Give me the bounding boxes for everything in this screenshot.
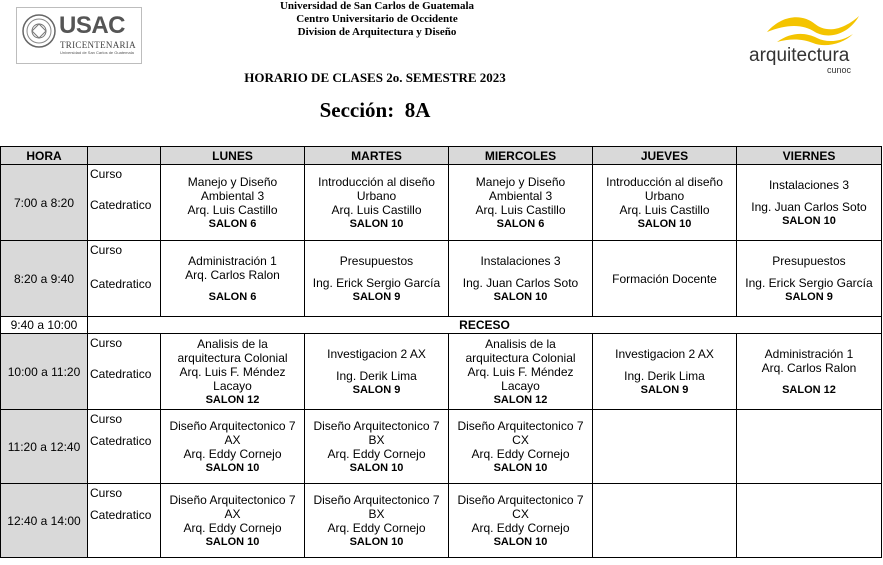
class-line: AX (224, 432, 241, 447)
salon-label: SALON 10 (493, 461, 548, 474)
class-cell-miercoles (449, 334, 593, 410)
class-line: CX (512, 432, 529, 447)
class-line: Arq. Carlos Ralon (185, 267, 280, 282)
class-line: Manejo y Diseño (475, 174, 566, 189)
class-cell-jueves (593, 241, 737, 317)
class-line: Diseño Arquitectonico 7 (457, 492, 584, 507)
salon-label: SALON 12 (782, 383, 836, 396)
class-cell-lunes (161, 241, 305, 317)
salon-label: SALON 10 (493, 290, 548, 303)
class-line: Arq. Luis Castillo (475, 202, 566, 217)
class-line: Ambiental 3 (200, 188, 265, 203)
class-line: arquitectura Colonial (177, 350, 288, 365)
curso-label: Curso (90, 486, 123, 500)
class-line: Ing. Erick Sergio García (312, 275, 441, 290)
class-line (305, 361, 448, 369)
section-heading (210, 97, 540, 123)
class-line: Instalaciones 3 (480, 253, 561, 268)
table-header-row (1, 147, 882, 165)
class-cell-viernes (737, 484, 882, 558)
class-line: Administración 1 (764, 346, 854, 361)
class-line: Administración 1 (188, 253, 277, 268)
class-line: Presupuestos (772, 253, 846, 268)
table-row (1, 484, 882, 558)
division-name: Division de Arquitectura y Diseño (297, 26, 457, 38)
class-line (737, 268, 881, 276)
salon-label: SALON 12 (205, 393, 260, 406)
class-line: Arq. Eddy Cornejo (471, 520, 570, 535)
salon-label: SALON 12 (493, 393, 548, 406)
usac-logo (16, 7, 142, 64)
catedratico-label: Catedratico (90, 277, 152, 291)
class-cell-lunes (161, 165, 305, 241)
class-cell-jueves (593, 410, 737, 484)
center-name: Centro Universitario de Occidente (296, 13, 458, 25)
class-line: Formación Docente (612, 271, 717, 286)
class-cell-miercoles (449, 484, 593, 558)
time-slot: 10:00 a 11:20 (1, 334, 88, 410)
row-labels (88, 165, 161, 241)
arquitectura-logo (745, 10, 875, 75)
class-line (593, 361, 736, 369)
curso-label: Curso (90, 167, 123, 181)
recess-time: 9:40 a 10:00 (1, 317, 88, 334)
class-cell-lunes (161, 334, 305, 410)
catedratico-label: Catedratico (90, 434, 152, 448)
class-line (161, 282, 304, 290)
class-line: CX (512, 506, 529, 521)
class-line: Diseño Arquitectonico 7 (313, 492, 440, 507)
salon-label: SALON 10 (349, 535, 404, 548)
catedratico-label: Catedratico (90, 367, 152, 381)
catedratico-label: Catedratico (90, 508, 152, 522)
class-line: Investigacion 2 AX (615, 346, 714, 361)
class-line: Arq. Eddy Cornejo (183, 520, 282, 535)
class-line: Lacayo (501, 378, 540, 393)
class-line: Urbano (644, 188, 685, 203)
curso-label: Curso (90, 243, 123, 257)
class-line: BX (368, 506, 385, 521)
curso-label: Curso (90, 412, 123, 426)
class-line: BX (368, 432, 385, 447)
class-line: Ing. Derik Lima (624, 368, 705, 383)
salon-label: SALON 10 (493, 535, 548, 548)
usac-seal-icon (22, 14, 56, 48)
class-line (737, 192, 881, 200)
row-labels (88, 484, 161, 558)
arquitectura-swoosh-icon (763, 10, 863, 46)
arquitectura-sub: cunoc (827, 65, 852, 75)
row-labels (88, 241, 161, 317)
usac-small-text: Universidad de San Carlos de Guatemala (60, 50, 134, 55)
time-slot: 8:20 a 9:40 (1, 241, 88, 317)
class-line: Diseño Arquitectonico 7 (169, 492, 296, 507)
class-line: Arq. Luis F. Méndez (179, 364, 286, 379)
section-label: Sección: (319, 98, 395, 122)
class-line: AX (224, 506, 241, 521)
salon-label: SALON 6 (208, 217, 257, 230)
class-cell-miercoles (449, 410, 593, 484)
class-line: Arq. Luis F. Méndez (467, 364, 574, 379)
class-cell-martes (305, 241, 449, 317)
university-name: Universidad de San Carlos de Guatemala (279, 0, 475, 12)
class-line: Investigacion 2 AX (327, 346, 426, 361)
row-labels (88, 410, 161, 484)
class-line: Ing. Juan Carlos Soto (751, 199, 867, 214)
class-cell-jueves (593, 165, 737, 241)
class-line: Diseño Arquitectonico 7 (313, 418, 440, 433)
class-line: Arq. Luis Castillo (619, 202, 710, 217)
class-cell-viernes (737, 334, 882, 410)
class-line: arquitectura Colonial (465, 350, 576, 365)
class-cell-martes (305, 165, 449, 241)
class-line: Diseño Arquitectonico 7 (169, 418, 296, 433)
header-viernes: VIERNES (737, 147, 882, 165)
schedule-table (0, 146, 882, 558)
salon-label: SALON 10 (637, 217, 692, 230)
section-value: 8A (404, 98, 431, 122)
class-cell-jueves (593, 334, 737, 410)
class-line (449, 268, 592, 276)
table-row (1, 334, 882, 410)
class-line: Instalaciones 3 (768, 177, 850, 192)
salon-label: SALON 9 (785, 290, 833, 303)
institution-header (236, 0, 518, 39)
class-line: Urbano (356, 188, 397, 203)
class-cell-martes (305, 484, 449, 558)
class-line: Ambiental 3 (488, 188, 553, 203)
class-line: Ing. Juan Carlos Soto (462, 275, 579, 290)
usac-tagline: TRICENTENARIA (60, 40, 136, 50)
row-labels (88, 334, 161, 410)
class-line: Ing. Derik Lima (336, 368, 417, 383)
class-line: Arq. Eddy Cornejo (471, 446, 570, 461)
header-hora: HORA (1, 147, 88, 165)
header-miercoles: MIERCOLES (449, 147, 593, 165)
class-line (305, 268, 448, 276)
class-line: Manejo y Diseño (187, 174, 278, 189)
class-cell-martes (305, 410, 449, 484)
header-lunes: LUNES (161, 147, 305, 165)
class-line: Presupuestos (339, 253, 414, 268)
catedratico-label: Catedratico (90, 198, 152, 212)
class-cell-viernes (737, 165, 882, 241)
class-line: Analisis de la (197, 336, 268, 351)
salon-label: SALON 6 (208, 290, 257, 303)
time-slot: 7:00 a 8:20 (1, 165, 88, 241)
class-cell-lunes (161, 410, 305, 484)
class-line (737, 375, 881, 383)
class-cell-miercoles (449, 165, 593, 241)
class-cell-jueves (593, 484, 737, 558)
class-cell-viernes (737, 241, 882, 317)
class-line: Arq. Eddy Cornejo (327, 520, 426, 535)
salon-label: SALON 10 (205, 535, 260, 548)
salon-label: SALON 10 (349, 217, 404, 230)
class-line: Arq. Luis Castillo (331, 202, 422, 217)
salon-label: SALON 6 (496, 217, 545, 230)
header-martes: MARTES (305, 147, 449, 165)
class-cell-lunes (161, 484, 305, 558)
salon-label: SALON 9 (352, 383, 401, 396)
recess-row (1, 317, 882, 334)
table-row (1, 165, 882, 241)
salon-label: SALON 10 (349, 461, 404, 474)
time-slot: 11:20 a 12:40 (1, 410, 88, 484)
class-line: Introducción al diseño (606, 174, 723, 189)
class-line: Diseño Arquitectonico 7 (457, 418, 584, 433)
table-row (1, 410, 882, 484)
usac-name: USAC (59, 12, 126, 39)
class-line: Lacayo (213, 378, 252, 393)
salon-label: SALON 9 (352, 290, 401, 303)
time-slot: 12:40 a 14:00 (1, 484, 88, 558)
class-line: Analisis de la (485, 336, 556, 351)
class-line: Arq. Carlos Ralon (761, 360, 857, 375)
class-cell-martes (305, 334, 449, 410)
arquitectura-word: arquitectura (749, 45, 850, 66)
header-jueves: JUEVES (593, 147, 737, 165)
class-line: Arq. Luis Castillo (187, 202, 278, 217)
salon-label: SALON 10 (205, 461, 260, 474)
class-line: Arq. Eddy Cornejo (183, 446, 282, 461)
class-line: Introducción al diseño (318, 174, 435, 189)
recess-label: RECESO (88, 317, 882, 334)
class-cell-miercoles (449, 241, 593, 317)
class-line: Arq. Eddy Cornejo (327, 446, 426, 461)
class-line: Ing. Erick Sergio García (745, 275, 873, 290)
header-labels (88, 147, 161, 165)
page-title: HORARIO DE CLASES 2o. SEMESTRE 2023 (244, 70, 506, 85)
salon-label: SALON 9 (640, 383, 689, 396)
curso-label: Curso (90, 336, 123, 350)
salon-label: SALON 10 (782, 214, 836, 227)
class-cell-viernes (737, 410, 882, 484)
table-row (1, 241, 882, 317)
